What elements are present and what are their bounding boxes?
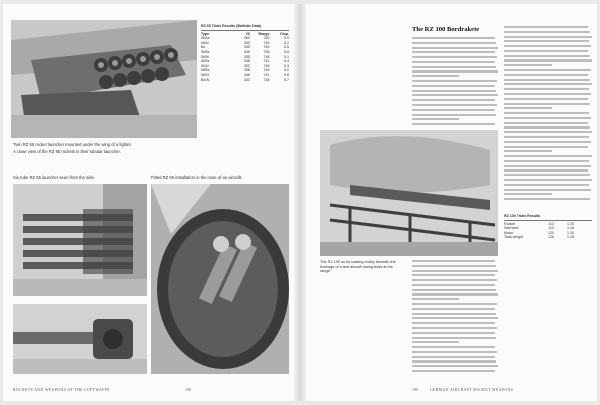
text-line xyxy=(504,88,589,90)
text-line xyxy=(412,66,496,68)
text-line xyxy=(412,351,497,353)
text-line xyxy=(412,118,459,120)
text-line xyxy=(412,356,495,358)
text-line xyxy=(504,26,588,28)
table-cell: 5.6 xyxy=(284,72,290,77)
text-line xyxy=(412,94,498,96)
left-page xyxy=(3,4,294,401)
ballistic-table-title: RZ 65 Trials Results (Ballistic Data) xyxy=(201,24,289,31)
text-line xyxy=(412,90,496,92)
photo-nose-installation xyxy=(151,184,289,374)
text-line xyxy=(504,64,552,66)
text-line xyxy=(412,75,459,77)
body-text-col-2 xyxy=(504,26,592,206)
text-line xyxy=(412,85,495,87)
launcher-under-wing-illustration xyxy=(11,20,197,138)
table-cell: Motor xyxy=(504,230,514,235)
table-cell: 355 xyxy=(243,54,250,59)
table-cell: 5.1 xyxy=(284,54,290,59)
table-cell: 5.0 xyxy=(284,36,290,41)
text-line xyxy=(412,279,497,281)
photo-single-rocket xyxy=(13,304,147,374)
table-cell: 340 xyxy=(243,49,250,54)
text-line xyxy=(504,155,592,157)
rz100-trolley-illustration xyxy=(320,130,498,256)
text-line xyxy=(412,99,495,101)
table-cell: 746 xyxy=(263,63,270,68)
text-line xyxy=(504,184,589,186)
table-cell: 113 xyxy=(548,226,554,231)
table-cell: 5.8 xyxy=(284,49,290,54)
table-cell: 358 xyxy=(243,68,250,73)
text-line xyxy=(412,289,496,291)
six-tube-launcher-illustration xyxy=(13,184,147,296)
text-line xyxy=(504,189,591,191)
text-line xyxy=(412,104,497,106)
text-line xyxy=(412,51,495,53)
text-line xyxy=(412,365,498,367)
text-line xyxy=(504,160,589,162)
text-line xyxy=(504,112,589,114)
table-cell: 735 xyxy=(263,49,270,54)
table-cell: Al/Bz xyxy=(201,59,210,64)
single-rocket-illustration xyxy=(13,304,147,374)
table-cell: 125 xyxy=(548,235,554,240)
text-line xyxy=(412,37,495,39)
text-line xyxy=(504,174,590,176)
table-cell: St/Al xyxy=(201,63,209,68)
text-line xyxy=(504,103,590,105)
text-line xyxy=(412,308,495,310)
text-line xyxy=(504,36,592,38)
text-line xyxy=(504,146,588,148)
text-line xyxy=(412,274,495,276)
table-cell: 343 xyxy=(243,77,250,82)
text-line xyxy=(504,165,591,167)
text-line xyxy=(412,370,495,372)
table-cell: Rocket xyxy=(504,221,516,226)
caption-mid-right: Fitted RZ 65 installation in the nose of an aircraft. xyxy=(151,175,243,180)
text-line xyxy=(504,98,588,100)
table-cell: Warhead xyxy=(504,226,519,231)
table-cell: 5.2 xyxy=(284,40,290,45)
table-cell: 1.20 xyxy=(567,221,574,226)
text-line xyxy=(504,193,552,195)
text-line xyxy=(412,360,496,362)
table-cell: 360 xyxy=(243,36,250,41)
text-line xyxy=(504,69,591,71)
text-line xyxy=(412,293,498,295)
trolley-caption: The RZ 100 on its loading trolley beneath the fuselage of a test aircraft during trials at the range. xyxy=(320,260,396,274)
text-line xyxy=(412,56,497,58)
text-line xyxy=(412,114,496,116)
text-line xyxy=(412,47,498,49)
text-line xyxy=(412,332,495,334)
text-line xyxy=(412,313,496,315)
table-cell: 112 xyxy=(548,221,554,226)
text-line xyxy=(504,45,591,47)
text-line xyxy=(412,322,495,324)
ballistic-table-body xyxy=(201,36,289,82)
text-line xyxy=(504,40,589,42)
text-line xyxy=(412,317,498,319)
text-line xyxy=(412,337,496,339)
table-cell: 1.30 xyxy=(567,230,574,235)
text-line xyxy=(412,284,495,286)
caption-mid-left: Six-tube RZ 65 launcher seen from the side. xyxy=(13,175,95,180)
text-line xyxy=(504,31,590,33)
right-page xyxy=(306,4,597,401)
text-line xyxy=(412,303,497,305)
table-cell: Bz/Al xyxy=(201,77,210,82)
table-cell: 5.0 xyxy=(284,68,290,73)
table-header-cell: Range xyxy=(258,31,270,36)
nose-installation-illustration xyxy=(151,184,289,374)
table-cell: 748 xyxy=(263,54,270,59)
table-cell: Ni/As xyxy=(201,36,210,41)
text-line xyxy=(412,298,459,300)
table-cell: 738 xyxy=(263,77,270,82)
text-line xyxy=(412,109,495,111)
table-cell: 5.4 xyxy=(284,59,290,64)
table-cell: 741 xyxy=(263,72,270,77)
right-folio: 109 xyxy=(412,388,418,392)
table-cell: 5.5 xyxy=(284,45,290,50)
photo-six-tube-launcher xyxy=(13,184,147,296)
ballistic-table xyxy=(201,24,289,82)
table-cell: 352 xyxy=(243,63,250,68)
table-header-cell: V0 xyxy=(245,31,250,36)
right-footer: GERMAN AIRCRAFT ROCKET WEAPONS xyxy=(430,388,514,392)
table-row xyxy=(504,235,592,240)
table-row xyxy=(201,78,289,83)
text-line xyxy=(504,179,592,181)
rz100-table-title: RZ 100 Trials Results xyxy=(504,214,592,221)
rz100-table xyxy=(504,214,592,240)
text-line xyxy=(504,126,590,128)
text-line xyxy=(412,123,495,125)
text-line xyxy=(504,136,589,138)
text-line xyxy=(412,61,495,63)
text-line xyxy=(504,117,591,119)
table-cell: 749 xyxy=(263,68,270,73)
text-line xyxy=(412,80,497,82)
text-line xyxy=(412,270,498,272)
table-cell: 750 xyxy=(263,36,270,41)
text-line xyxy=(504,74,588,76)
body-text-col-1 xyxy=(412,37,498,129)
text-line xyxy=(504,79,590,81)
table-cell: St/Ni xyxy=(201,54,209,59)
table-cell: 5.7 xyxy=(284,77,290,82)
photo-rz100-trolley xyxy=(320,130,498,256)
text-line xyxy=(412,42,496,44)
text-line xyxy=(412,265,496,267)
text-line xyxy=(504,122,588,124)
table-cell: 350 xyxy=(243,40,250,45)
body-text-col-3 xyxy=(412,260,498,378)
text-line xyxy=(504,59,592,61)
table-cell: 345 xyxy=(243,45,250,50)
table-cell: Ni/St xyxy=(201,72,209,77)
table-cell: St/Bz xyxy=(201,49,210,54)
text-line xyxy=(504,107,552,109)
text-line xyxy=(504,50,588,52)
table-cell: Bz xyxy=(201,45,206,50)
text-line xyxy=(504,169,588,171)
text-line xyxy=(412,260,495,262)
table-cell: 745 xyxy=(263,40,270,45)
text-line xyxy=(504,55,590,57)
table-cell: 1.18 xyxy=(567,235,574,240)
text-line xyxy=(504,83,592,85)
photo-launcher-under-wing xyxy=(11,20,197,138)
table-header-cell: Type xyxy=(201,31,210,36)
table-cell: 348 xyxy=(243,59,250,64)
text-line xyxy=(412,327,497,329)
table-cell: 346 xyxy=(243,72,250,77)
table-cell: 740 xyxy=(263,45,270,50)
section-heading: The RZ 100 Bordrakete xyxy=(412,26,480,33)
text-line xyxy=(504,141,591,143)
table-header-cell: Disp. xyxy=(280,31,290,36)
table-cell: 742 xyxy=(263,59,270,64)
text-line xyxy=(504,93,591,95)
table-cell: 5.3 xyxy=(284,63,290,68)
caption-top: Twin RZ 65 rocket launcher mounted under the wing of a fighter. xyxy=(13,142,132,147)
text-line xyxy=(504,131,592,133)
table-cell: 1.16 xyxy=(567,226,574,231)
left-folio: 108 xyxy=(185,388,191,392)
left-footer: ROCKETS AND WEAPONS OF THE LUFTWAFFE xyxy=(13,388,110,392)
rz100-table-body xyxy=(504,222,592,240)
text-line xyxy=(412,341,459,343)
table-cell: Ni/Al xyxy=(201,40,209,45)
gutter xyxy=(294,4,306,401)
caption-top-2: A close view of the RZ 65 rockets in their tubular launcher. xyxy=(13,149,121,154)
text-line xyxy=(412,70,498,72)
text-line xyxy=(504,198,590,200)
text-line xyxy=(504,150,552,152)
table-cell: 120 xyxy=(548,230,554,235)
table-cell: Ni/Bz xyxy=(201,68,210,73)
table-cell: Total weight xyxy=(504,235,523,240)
text-line xyxy=(412,346,495,348)
